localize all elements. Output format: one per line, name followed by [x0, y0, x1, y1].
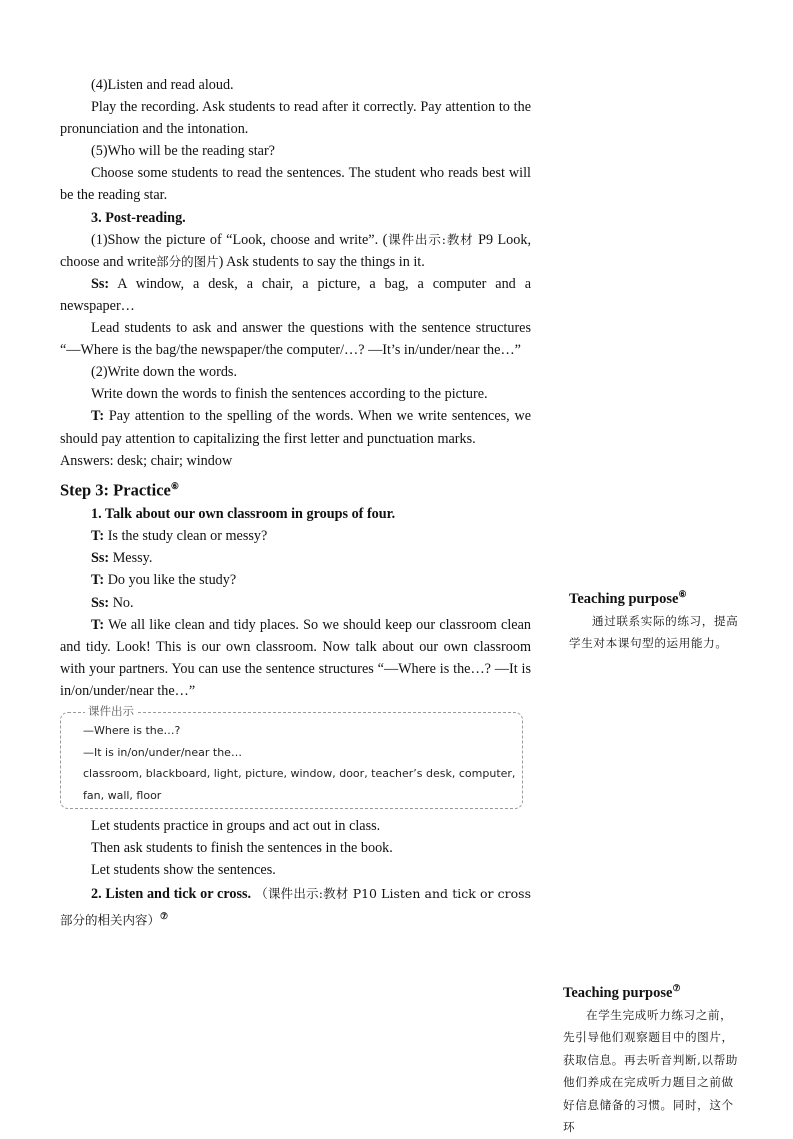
text: Messy.: [109, 550, 153, 567]
answers: Answers: desk; chair; window: [60, 452, 233, 469]
note-title: [569, 583, 741, 610]
speaker: T:: [91, 572, 105, 589]
section-heading: 2. Listen and tick or cross.: [91, 886, 252, 903]
text-cn: 课件出示:教材: [387, 231, 474, 247]
teaching-purpose-note: [563, 977, 741, 1139]
text: (1)Show the picture of “Look, choose and write”. (: [91, 231, 388, 248]
box-line: —Where is the…?: [83, 724, 181, 738]
paragraph: [60, 229, 531, 273]
text-cn: 部分的图片: [156, 253, 219, 269]
note-title-text: Teaching purpose: [569, 590, 679, 607]
dialogue-line: [60, 592, 531, 614]
paragraph: Let students practice in groups and act out in class.: [91, 818, 381, 835]
footnote-mark: ⑦: [160, 911, 169, 922]
courseware-label: 课件出示: [85, 704, 137, 718]
footnote-mark: ⑥: [170, 480, 179, 491]
paragraph: Choose some students to read the sentences. The student who reads best will be the reading star.: [60, 165, 531, 204]
paragraph: (2)Write down the words.: [91, 364, 237, 381]
paragraph: (5)Who will be the reading star?: [91, 143, 275, 160]
speaker: Ss:: [91, 275, 110, 292]
speaker: T:: [91, 408, 105, 425]
section-heading: 1. Talk about our own classroom in groups of four.: [91, 506, 396, 523]
paragraph: (4)Listen and read aloud.: [91, 77, 234, 93]
speaker: Ss:: [91, 594, 110, 611]
dialogue-line: [60, 547, 531, 569]
step-title: Step 3: Practice: [60, 480, 171, 500]
paragraph: Then ask students to finish the sentences in the book.: [91, 840, 393, 857]
paragraph: Play the recording. Ask students to read after it correctly. Pay attention to the pronunciation and the intonation.: [60, 99, 531, 138]
speaker: Ss:: [91, 550, 110, 567]
text: No.: [109, 594, 134, 611]
courseware-box: [60, 704, 523, 809]
dialogue-line: [60, 525, 531, 547]
text: Pay attention to the spelling of the words. When we write sentences, we should pay attention to capitalizing the first letter and punctuation marks.: [60, 408, 531, 447]
main-column: [60, 74, 531, 932]
speaker: T:: [91, 528, 105, 545]
paragraph: [60, 883, 531, 932]
dialogue-line: [60, 569, 531, 591]
text: P9 Look, choose and write: [60, 231, 531, 270]
dialogue-line: [60, 614, 531, 702]
note-title-text: Teaching purpose: [563, 984, 673, 1001]
teaching-purpose-note: [569, 583, 741, 655]
footnote-mark: ⑥: [678, 589, 687, 599]
text: We all like clean and tidy places. So we should keep our classroom clean and tidy. Look! This is our own classroom. Now talk about our own classroom with your partners. You can use the sentence structures “—Where is the…? —It is in/on/under/near the…”: [60, 616, 531, 699]
note-body: 通过联系实际的练习，提高学生对本课句型的运用能力。: [569, 613, 739, 651]
step-heading: [60, 474, 531, 503]
speaker: T:: [91, 616, 105, 633]
text: ) Ask students to say the things in it.: [218, 253, 425, 270]
text: （课件出示:教材 P10 Listen and tick or cross 部分的相关内容）: [60, 886, 531, 929]
text: Do you like the study?: [104, 572, 237, 589]
box-line: classroom, blackboard, light, picture, window, door, teacher’s desk, computer,: [83, 767, 516, 781]
paragraph: Let students show the sentences.: [91, 862, 276, 879]
paragraph: [60, 405, 531, 449]
box-line: fan, wall, floor: [83, 788, 162, 802]
paragraph: Lead students to ask and answer the questions with the sentence structures “—Where is the bag/the newspaper/the computer/…? —It’s in/under/near the…”: [60, 320, 531, 359]
paragraph: Write down the words to finish the sentences according to the picture.: [91, 386, 488, 403]
note-title: [563, 977, 741, 1004]
box-line: —It is in/on/under/near the…: [83, 745, 242, 759]
text: A window, a desk, a chair, a picture, a bag, a computer and a newspaper…: [60, 275, 531, 314]
section-heading: 3. Post-reading.: [91, 209, 186, 226]
text: Is the study clean or messy?: [104, 528, 268, 545]
footnote-mark: ⑦: [672, 983, 681, 993]
note-body: 在学生完成听力练习之前，先引导他们观察题目中的图片，获取信息。再去听音判断,以帮助他们养成在完成听力题目之前做好信息储备的习惯。同时，这个环: [563, 1007, 738, 1135]
paragraph: [60, 273, 531, 317]
